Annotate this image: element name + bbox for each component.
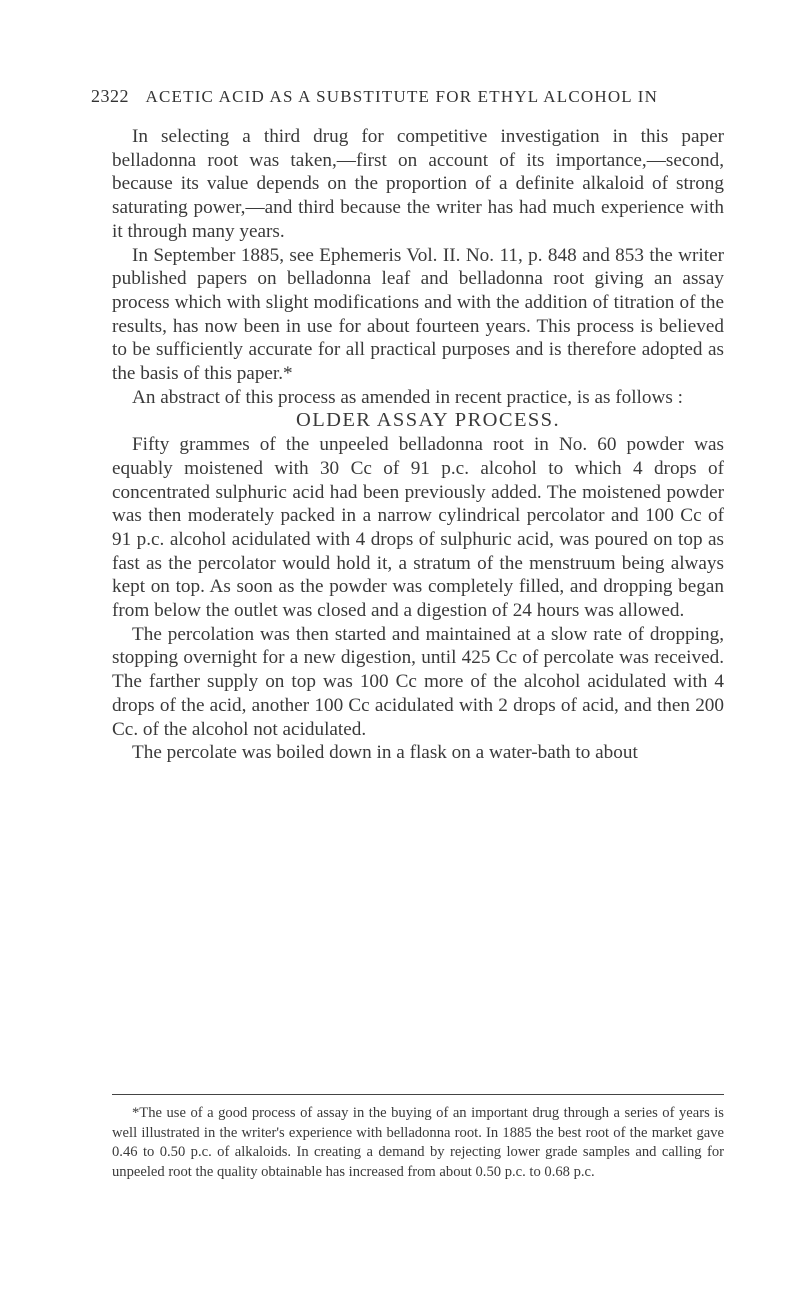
- paragraph-september-1885: In September 1885, see Ephemeris Vol. II. No. 11, p. 848 and 853 the writer published papers on belladonna leaf and belladonna root giving an assay process which with slight modifications and with the addition of titration of the results, has now been in use for about fourteen years. This process is believed to be sufficiently accurate for all practical purposes and is therefore adopted as the basis of this paper.*: [112, 244, 724, 385]
- paragraph-percolate-boiled: The percolate was boiled down in a flask on a water-bath to about: [132, 742, 638, 764]
- page-number: 2322: [91, 86, 129, 106]
- paragraph-fifty-grammes: Fifty grammes of the unpeeled belladonna root in No. 60 powder was equably moistened with 30 Cc of 91 p.c. alcohol to which 4 drops of concentrated sulphuric acid had been previously added. The moistened powder was then moderately packed in a narrow cylindrical percolator and 100 Cc of 91 p.c. alcohol acidulated with 4 drops of sulphuric acid, was poured on top as fast as the percolator would hold it, a stratum of the menstruum being always kept on top. As soon as the powder was completely filled, and dropping began from below the outlet was closed and a digestion of 24 hours was allowed.: [112, 434, 724, 622]
- running-head: [91, 86, 711, 112]
- running-title: ACETIC ACID AS A SUBSTITUTE FOR ETHYL ALCOHOL IN: [145, 87, 659, 106]
- body-text: [112, 125, 724, 765]
- paragraph-third-drug: In selecting a third drug for competitive investigation in this paper belladonna root was taken,—first on account of its importance,—second, because its value depends on the proportion of a definite alkaloid of strong saturating power,—and third because the writer has had much experience with it through many years.: [112, 126, 724, 242]
- paragraph-percolation: The percolation was then started and maintained at a slow rate of dropping, stopping overnight for a new digestion, until 425 Cc of percolate was received. The farther supply on top was 100 Cc more of the alcohol acidulated with 4 drops of the acid, another 100 Cc acidulated with 2 drops of acid, and then 200 Cc. of the alcohol not acidulated.: [112, 623, 724, 740]
- section-heading: OLDER ASSAY PROCESS.: [295, 409, 561, 432]
- paragraph-abstract: An abstract of this process as amended in recent practice, is as follows :: [132, 386, 683, 408]
- footnote-divider: [112, 1094, 724, 1095]
- footnote: *The use of a good process of assay in the buying of an important drug through a series of years is well illustrated in the writer's experience with belladonna root. In 1885 the best root of the market gave 0.46 to 0.50 p.c. of alkaloids. In creating a demand by rejecting lower grade samples and calling for unpeeled root the quality obtainable has increased from about 0.50 p.c. to 0.68 p.c.: [112, 1105, 724, 1180]
